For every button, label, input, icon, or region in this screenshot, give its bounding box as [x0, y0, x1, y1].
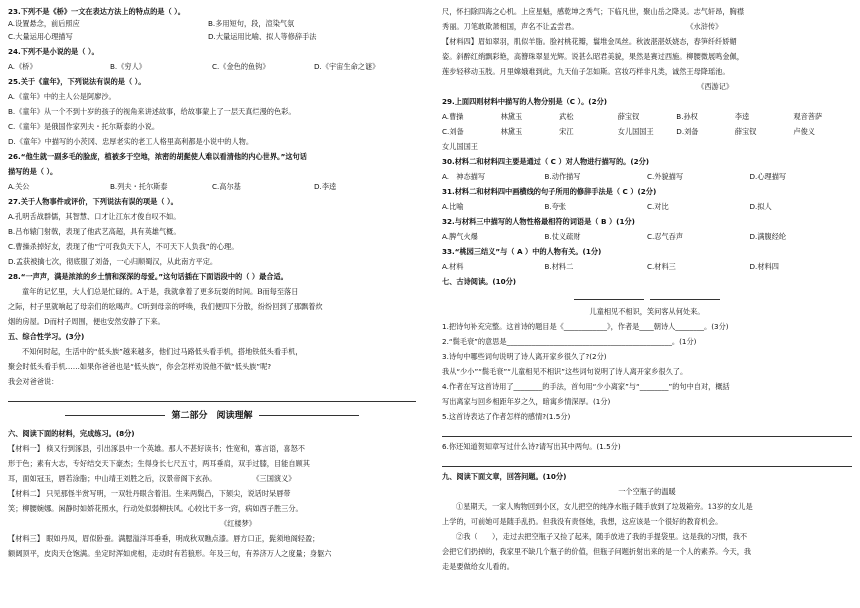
- poem-question: 6.你还知道贺知章写过什么诗?请写出其中两句。(1.5分): [442, 442, 621, 451]
- q30-options: [442, 169, 852, 184]
- q26-stem-cont: 描写的是（ ）。: [8, 167, 58, 177]
- q29-cell: 武松: [559, 112, 574, 121]
- section5-answer-prompt: 我会对爸爸说：: [8, 377, 59, 387]
- q31-stem: 31.材料二和材料四中画横线的句子所用的修辞手法是（ C ）(2分): [442, 187, 657, 196]
- q32-option-c: C.忍气吞声: [647, 232, 684, 241]
- q29-cell: 林黛玉: [500, 112, 523, 121]
- material1-line: 形于色；素有大志，专好结交天下豪杰；生得身长七尺五寸，两耳垂肩，双手过膝，目能自顾其: [8, 459, 310, 469]
- answer-line[interactable]: [442, 424, 852, 437]
- q27-line: A.孔明舌战群儒，其智慧、口才让江东才俊自叹不如。: [8, 212, 181, 222]
- poem-line-1-blanks: [442, 289, 852, 304]
- q29-stem: 29.上面四则材料中描写的人物分别是（C ）。(2分): [442, 97, 608, 106]
- q32-option-a: A.脾气火爆: [442, 232, 478, 241]
- material3-line: 额阔顶平，皮肉天仓饱满。坐定时浑如虎相，走动时有若狼形。年及三旬，有养济万人之度量；身躯六: [8, 549, 332, 559]
- q31-option-c: C.对比: [647, 202, 669, 211]
- poem-question: 1.把诗句补充完整。这首诗的题目是《____________》，作者是____朝诗人________。(3分): [442, 322, 729, 331]
- part2-heading: [8, 406, 416, 426]
- q28-passage-line: 烟的房屋。D而村子周围，便也安然安静了下来。: [8, 317, 165, 327]
- poem-question: 3.诗句中哪些词句说明了诗人离开家乡很久了?(2分): [442, 352, 607, 361]
- q25-stem: 25.关于《童年》，下列说法有误的是（ ）。: [8, 77, 146, 87]
- section5-title: 五、综合性学习。(3分): [8, 332, 85, 342]
- q33-options: [442, 259, 852, 274]
- q27-stem: 27.关于人物事件或评价，下列说法有误的项是（ ）。: [8, 197, 178, 207]
- q29-cell: C.刘备: [442, 127, 464, 136]
- q23-option-a: A.设置悬念，前后照应: [8, 19, 80, 28]
- material2-line: 笑；柳腰婉娜。闲静时如娇花照水，行动处似弱柳扶风。心较比干多一窍，病如西子胜三分。: [8, 504, 303, 514]
- q26-stem: 26.“他生就一副多毛的脸庞，植被多于空地，浓密的胡髭使人难以看清他的内心世界。”这句话: [8, 152, 307, 162]
- q27-line: D.孟获被擒七次，彻底服了刘备，一心归顺蜀汉，从此南方平定。: [8, 257, 218, 267]
- material3-cont-line: 尺，怀扫除四海之心机。上应星魁，感乾坤之秀气；下临凡世，聚山岳之降灵。志气轩昂，胸襟: [442, 7, 744, 16]
- section5-line: 不知何时起，生活中的“低头族”越来越多，他们过马路低头看手机，搭地铁低头看手机，: [22, 347, 303, 357]
- material3-line: 【材料三】 眼如丹凤，眉似卧蚕。满腮溢洋耳垂垂，明成秋双瞧点漆。唇方口正，髭须地阁轻盈；: [8, 534, 320, 544]
- material1-line: 【材料一】 倏又行到涿县，引出涿县中一个英雄。那人不甚好读书；性宽和，寡言语，喜怒不: [8, 444, 305, 454]
- q29-cell: 林黛玉: [500, 127, 523, 136]
- q30-option-b: B.动作描写: [544, 172, 581, 181]
- q28-passage-line: 童年的记忆里，大人们总是忙碌的。A于是，我就拿着了更多玩耍的时间。B而每至落日: [22, 287, 299, 297]
- article-paragraph-line: 走是要做给女儿看的。: [442, 562, 514, 571]
- q33-option-a: A.材料: [442, 262, 464, 271]
- q32-option-b: B.仗义疏财: [544, 232, 581, 241]
- answer-line[interactable]: [8, 389, 416, 402]
- q23-stem: 23.下列不是《桥》一文在表达方法上的特点的是（ ）。: [8, 7, 185, 16]
- poem-question: 写出离家与回乡相距年岁之久，暗寓乡情深厚。(1分): [442, 397, 611, 406]
- q30-option-a: A. 神态描写: [442, 172, 486, 181]
- q32-stem: 32.与材料三中描写的人物性格最相符的词语是（ B ）(1分): [442, 217, 635, 226]
- q32-options: [442, 229, 852, 244]
- q25-line: B.《童年》从一个不到十岁的孩子的视角来讲述故事，给故事蒙上了一层天真烂漫的色彩。: [8, 107, 296, 117]
- q31-option-a: A.比喻: [442, 202, 464, 211]
- q31-options: [442, 199, 852, 214]
- article-title: 一个空瓶子的温暖: [618, 487, 676, 496]
- poem-blank[interactable]: [650, 289, 720, 300]
- q30-option-c: C.外貌描写: [647, 172, 684, 181]
- q24-option-c: C.《金色的鱼钩》: [212, 62, 270, 72]
- q27-line: B.吕布辕门射戟，表现了他武艺高超，具有英雄气概。: [8, 227, 181, 237]
- q30-stem: 30.材料二和材料四主要是通过（ C ）对人物进行描写的。(2分): [442, 157, 650, 166]
- q24-options: [8, 59, 416, 74]
- q29-cell: 女儿国国王: [442, 142, 478, 151]
- q32-option-d: D.满腹经纶: [749, 232, 787, 241]
- left-column: [8, 4, 416, 561]
- q33-stem: 33.“桃园三结义”与（ A ）中的人物有关。(1分): [442, 247, 602, 256]
- q26-options: [8, 179, 416, 194]
- q29-cell: 李逵: [734, 112, 750, 121]
- q25-line: C.《童年》是俄国作家列夫・托尔斯泰的小说。: [8, 122, 160, 132]
- article-paragraph-line: ①星期天，一家人购物回到小区，女儿把空的纯净水瓶子随手放到了垃圾箱旁。13岁的女儿是: [456, 502, 753, 511]
- article-paragraph-line: 会把它们扔掉的，我家里不缺几个瓶子的价值，但瓶子问题折射出来的是一个人的素养。今天，我: [442, 547, 752, 556]
- section9-title: 九、阅读下面文章，回答问题。(10分): [442, 472, 567, 481]
- poem-blank[interactable]: [574, 289, 644, 300]
- q29-cell: 薛宝钗: [617, 112, 640, 121]
- divider: [65, 415, 165, 416]
- q24-option-d: D.《宇宙生命之谜》: [314, 62, 380, 72]
- q29-options-grid: [442, 109, 852, 154]
- divider: [259, 415, 359, 416]
- q26-option-b: B.列夫・托尔斯泰: [110, 182, 168, 192]
- q23-option-b: B.多用短句，段，渲染气氛: [208, 19, 295, 28]
- q29-cell: 女儿国国王: [617, 127, 654, 136]
- q24-option-b: B.《穷人》: [110, 62, 146, 72]
- material2-line: 《红楼梦》: [8, 519, 256, 529]
- part2-title: 第二部分 阅读理解: [171, 411, 253, 422]
- section6-title: 六、阅读下面的材料，完成练习。(8分): [8, 429, 135, 439]
- poem-question: 2.“鬓毛衰”的意思是______________________________________________。(1分): [442, 337, 697, 346]
- q24-stem: 24.下列不是小说的是（ ）。: [8, 47, 99, 57]
- q30-option-d: D.心理描写: [749, 172, 787, 181]
- poem-answer: 我从“少小”“鬓毛衰”“儿童相见不相识”这些词句说明了诗人离开家乡很久了。: [442, 367, 688, 376]
- q26-option-d: D.李逵: [314, 182, 337, 192]
- q26-option-a: A.关公: [8, 182, 30, 192]
- q23-option-c: C.大量运用心理描写: [8, 32, 73, 42]
- poem-question: 4.作者在写这首诗用了________的手法，首句用“少小离家”与“________”的句中自对，概括: [442, 382, 730, 391]
- q27-line: C.曹操杀掉好友，表现了他“宁可我负天下人，不可天下人负我”的心理。: [8, 242, 239, 252]
- q29-cell: D.刘备: [676, 127, 699, 136]
- material4-line: 【材料四】眉如翠羽，肌似羊脂。脸衬桃花瓣，鬟堆金凤丝。秋波湛湛妖娆态，春笋纤纤娇媚: [442, 37, 737, 46]
- article-paragraph-line: 上学的，可前她可是随手乱扔。但我没有责怪她，我想，这应该是一个很好的教育机会。: [442, 517, 723, 526]
- q29-cell: B.孙权: [676, 112, 698, 121]
- q29-cell: 薛宝钗: [734, 127, 757, 136]
- poem-question: 5.这首诗表达了作者怎样的感情?(1.5分): [442, 412, 571, 421]
- material4-line: 姿。斜醉红绡飘彩艳，高簪珠翠显光辉。说甚么昭君美貌，果然是赛过西施。柳腰微展鸣金佩，: [442, 52, 744, 61]
- q28-passage-line: 之际，村子里就响起了母亲们的吆喝声。C听到母亲的呼唤，我们便四下分散，纷纷回到了那飘着炊: [8, 302, 323, 312]
- right-column: [442, 4, 852, 574]
- q33-option-d: D.材料四: [749, 262, 779, 271]
- q26-option-c: C.高尔基: [212, 182, 241, 192]
- q24-option-a: A.《桥》: [8, 62, 37, 72]
- q23-options-row1: [8, 19, 416, 29]
- q31-option-d: D.拟人: [749, 202, 772, 211]
- q33-option-c: C.材料三: [647, 262, 676, 271]
- material3-cont-line: 秀丽。刀笔敢欺萧相国，声名不让孟尝君。 《水浒传》: [442, 22, 723, 31]
- material2-line: 【材料二】 只见那怪半赏写明，一双牡丹眼含着泪。生来两鬓凸，下颏尖，说话时呆唇带: [8, 489, 291, 499]
- q31-option-b: B.夸张: [544, 202, 567, 211]
- q29-cell: 宋江: [559, 127, 574, 136]
- q25-line: D.《童年》中描写的小茨冈、忠厚老实的老工人格里高利都是小说中的人物。: [8, 137, 254, 147]
- q33-option-b: B.材料二: [544, 262, 574, 271]
- section5-line: 聚会时低头看手机……如果你爸爸也是“低头族”，你会怎样劝说他不做“低头族”呢?: [8, 362, 272, 372]
- material4-line: 莲步轻移动玉肢。月里嫦娥难到此，九天仙子怎如斯。宫妆巧样非凡类，诚然王母降瑶池。: [442, 67, 730, 76]
- q29-cell: 观音菩萨: [793, 112, 823, 121]
- answer-line[interactable]: [442, 454, 852, 467]
- material1-line: 耳，面如冠玉，唇若涂脂；中山靖王刘胜之后，汉景帝阁下玄孙。 《三国演义》: [8, 474, 296, 484]
- q23-options-row2: [8, 29, 416, 44]
- q28-stem: 28.“一声声，满是浓浓的乡土情和深深的母爱。”这句话插在下面语段中的（ ）最合适。: [8, 272, 288, 282]
- q23-option-d: D.大量运用比喻、拟人等修辞手法: [208, 32, 317, 42]
- q29-cell: A.曹操: [442, 112, 464, 121]
- section7-title: 七、古诗阅读。(10分): [442, 277, 517, 286]
- material4-source: 《西游记》: [442, 82, 734, 91]
- q29-cell: 卢俊义: [793, 127, 815, 136]
- poem-line-2: 儿童相见不相识，笑问客从何处来。: [589, 307, 705, 316]
- q25-line: A.《童年》中的主人公是阿廖沙。: [8, 92, 116, 102]
- article-paragraph-line: ②我（ ），走过去把空瓶子又捡了起来，随手放进了我的手提袋里。这是我的习惯，我不: [456, 532, 748, 541]
